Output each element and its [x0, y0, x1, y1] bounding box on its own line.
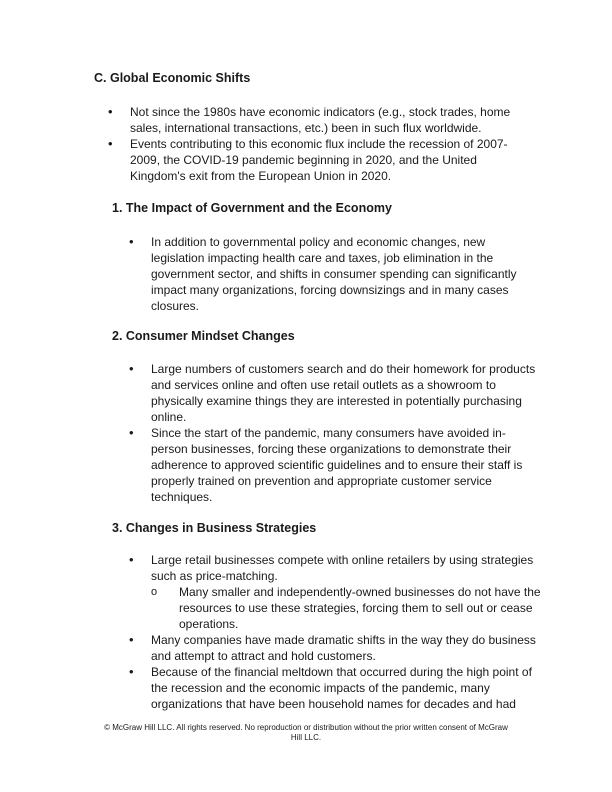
intro-bullet-list [108, 104, 518, 184]
list-item: • Since the start of the pandemic, many consumers have avoided in-person businesses, forcing these organizations to demonstrate their adherence to approved scientific guidelines and to ensure their staff is properly trained on prevention and appropriate customer service techniques. [129, 425, 537, 505]
list-item: • In addition to governmental policy and economic changes, new legislation impacting health care and taxes, job elimination in the government sector, and shifts in consumer spending can significantly impact many organizations, forcing downsizings and in many cases closures. [129, 234, 517, 314]
list-item: • Events contributing to this economic flux include the recession of 2007-2009, the COVID-19 pandemic beginning in 2020, and the United Kingdom's exit from the European Union in 2020. [108, 136, 518, 184]
list-item: • Large numbers of customers search and do their homework for products and services online and often use retail outlets as a showroom to physically examine things they are interested in potentially purchasing online. [129, 361, 537, 425]
list-item: • Not since the 1980s have economic indicators (e.g., stock trades, home sales, international transactions, etc.) been in such flux worldwide. [108, 104, 518, 136]
list-item: • Because of the financial meltdown that occurred during the high point of the recession and the economic impacts of the pandemic, many organizations that have been household names for decades and had [129, 664, 547, 712]
strategies-bullet-list [129, 552, 547, 712]
list-item: • Many companies have made dramatic shifts in the way they do business and attempt to attract and hold customers. [129, 632, 547, 664]
copyright-footer: © McGraw Hill LLC. All rights reserved. No reproduction or distribution without the prior written consent of McGraw Hill LLC. [104, 723, 508, 742]
subsection-title-consumer: 2. Consumer Mindset Changes [112, 329, 295, 343]
government-bullet-list [129, 234, 517, 314]
sub-bullet-list [151, 584, 547, 632]
consumer-bullet-list [129, 361, 537, 505]
section-title: C. Global Economic Shifts [94, 71, 251, 85]
subsection-title-strategies: 3. Changes in Business Strategies [112, 521, 317, 535]
list-item-text: Large retail businesses compete with online retailers by using strategies such as price-matching. [151, 553, 534, 583]
subsection-title-government: 1. The Impact of Government and the Economy [112, 201, 392, 215]
list-item [129, 552, 547, 632]
sub-list-item: o Many smaller and independently-owned businesses do not have the resources to use these strategies, forcing them to sell out or cease operations. [151, 584, 547, 632]
